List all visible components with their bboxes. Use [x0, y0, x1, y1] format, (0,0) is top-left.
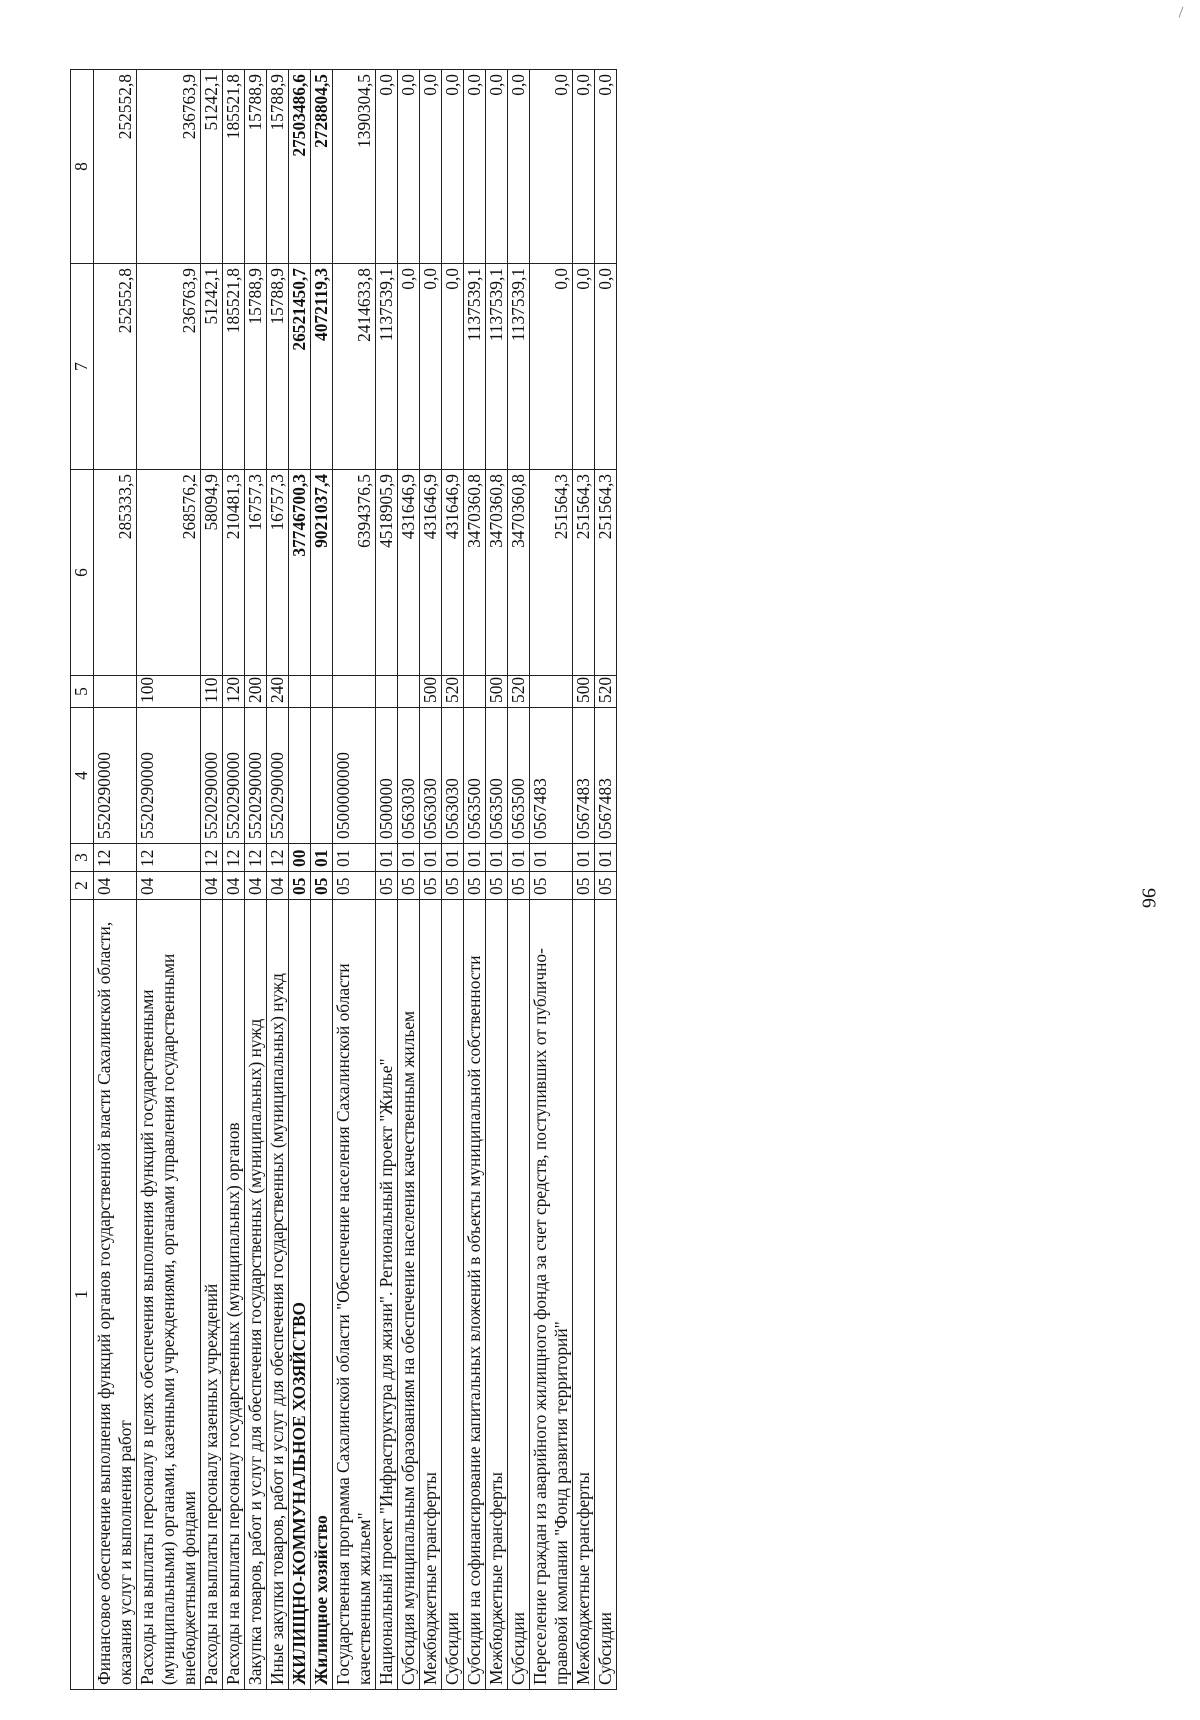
section-code-cell: 05 — [595, 872, 617, 900]
amount-col6-cell: 431646,9 — [398, 470, 420, 676]
expense-type-cell: 520 — [442, 676, 464, 708]
row-name-cell: Межбюджетные трансферты — [573, 900, 595, 1690]
table-row — [333, 70, 376, 1690]
target-article-part-b: 90000 — [245, 752, 265, 796]
column-header: 6 — [71, 470, 94, 676]
column-header: 1 — [71, 900, 94, 1690]
target-article-part-b: 67483 — [573, 778, 593, 822]
amount-col8-cell: 0,0 — [376, 70, 398, 264]
column-header: 5 — [71, 676, 94, 708]
target-article-part-a: 55202 — [245, 795, 265, 839]
target-article-part-a: 05 — [530, 821, 550, 839]
amount-col7-cell: 26521450,7 — [289, 264, 311, 470]
amount-col8-cell: 27503486,6 — [289, 70, 311, 264]
amount-col8-cell: 0,0 — [486, 70, 508, 264]
target-article-cell — [508, 708, 530, 844]
budget-table-container — [70, 70, 1140, 1690]
target-article-part-a: 05 — [376, 821, 396, 839]
subsection-code-cell: 12 — [223, 844, 245, 872]
amount-col7-cell: 0,0 — [420, 264, 442, 470]
table-row — [442, 70, 464, 1690]
target-article-part-a: 05 — [486, 821, 506, 839]
row-name-cell: Субсидии — [595, 900, 617, 1690]
amount-col7-cell: 0,0 — [442, 264, 464, 470]
target-article-part-a: 05 — [464, 821, 484, 839]
target-article-cell — [420, 708, 442, 844]
page-number: 96 — [1137, 888, 1160, 908]
amount-col7-cell: 1137539,1 — [508, 264, 530, 470]
amount-col7-cell: 1137539,1 — [376, 264, 398, 470]
table-row — [508, 70, 530, 1690]
target-article-cell — [376, 708, 398, 844]
amount-col7-cell: 236763,9 — [137, 264, 201, 470]
subsection-code-cell: 01 — [530, 844, 573, 872]
target-article-cell — [245, 708, 267, 844]
amount-col6-cell: 251564,3 — [530, 470, 573, 676]
target-article-cell — [573, 708, 595, 844]
amount-col8-cell: 0,0 — [442, 70, 464, 264]
target-article-part-a: 05 — [420, 821, 440, 839]
amount-col7-cell: 4072119,3 — [311, 264, 333, 470]
section-code-cell: 04 — [94, 872, 137, 900]
expense-type-cell: 200 — [245, 676, 267, 708]
section-code-cell: 04 — [245, 872, 267, 900]
target-article-part-b: 63030 — [398, 778, 418, 822]
amount-col7-cell: 185521,8 — [223, 264, 245, 470]
amount-col7-cell: 2414633,8 — [333, 264, 376, 470]
target-article-cell — [595, 708, 617, 844]
section-code-cell: 05 — [311, 872, 333, 900]
target-article-part-b: 67483 — [595, 778, 615, 822]
expense-type-cell — [398, 676, 420, 708]
target-article-part-b: 63030 — [442, 778, 462, 822]
expense-type-cell — [464, 676, 486, 708]
amount-col6-cell: 37746700,3 — [289, 470, 311, 676]
amount-col7-cell: 1137539,1 — [464, 264, 486, 470]
table-row — [486, 70, 508, 1690]
subsection-code-cell: 00 — [289, 844, 311, 872]
subsection-code-cell: 01 — [333, 844, 376, 872]
amount-col6-cell: 3470360,8 — [464, 470, 486, 676]
row-name-cell: Переселение граждан из аварийного жилищного фонда за счет средств, поступивших от публично-правовой компании "Фонд развития территорий" — [530, 900, 573, 1690]
table-row — [245, 70, 267, 1690]
section-code-cell: 05 — [486, 872, 508, 900]
row-name-cell: Иные закупки товаров, работ и услуг для обеспечения государственных (муниципальных) нужд — [267, 900, 289, 1690]
row-name-cell: Субсидии — [508, 900, 530, 1690]
row-name-cell: Расходы на выплаты персоналу казенных учреждений — [201, 900, 223, 1690]
target-article-part-b: 63500 — [486, 778, 506, 822]
table-row — [530, 70, 573, 1690]
amount-col8-cell: 15788,9 — [267, 70, 289, 264]
expense-type-cell — [311, 676, 333, 708]
amount-col7-cell: 0,0 — [530, 264, 573, 470]
subsection-code-cell: 01 — [508, 844, 530, 872]
amount-col8-cell: 51242,1 — [201, 70, 223, 264]
target-article-cell — [333, 708, 376, 844]
target-article-part-b: 90000 — [94, 752, 114, 796]
amount-col6-cell: 58094,9 — [201, 470, 223, 676]
section-code-cell: 05 — [398, 872, 420, 900]
target-article-cell — [464, 708, 486, 844]
column-header: 3 — [71, 844, 94, 872]
budget-table — [70, 69, 617, 1690]
section-code-cell: 05 — [333, 872, 376, 900]
target-article-cell — [311, 708, 333, 844]
amount-col7-cell: 0,0 — [573, 264, 595, 470]
amount-col7-cell: 1137539,1 — [486, 264, 508, 470]
target-article-cell — [442, 708, 464, 844]
subsection-code-cell: 01 — [398, 844, 420, 872]
subsection-code-cell: 01 — [420, 844, 442, 872]
row-name-cell: Межбюджетные трансферты — [486, 900, 508, 1690]
target-article-part-b: 00000 — [333, 752, 353, 796]
table-row — [376, 70, 398, 1690]
amount-col6-cell: 16757,3 — [267, 470, 289, 676]
amount-col7-cell: 15788,9 — [245, 264, 267, 470]
subsection-code-cell: 01 — [595, 844, 617, 872]
amount-col8-cell: 252552,8 — [94, 70, 137, 264]
table-row — [267, 70, 289, 1690]
amount-col6-cell: 3470360,8 — [486, 470, 508, 676]
expense-type-cell: 500 — [420, 676, 442, 708]
column-header: 4 — [71, 708, 94, 844]
table-row — [398, 70, 420, 1690]
target-article-part-a: 55202 — [137, 795, 157, 839]
subsection-code-cell: 01 — [442, 844, 464, 872]
target-article-part-b: 63500 — [508, 778, 528, 822]
table-row — [201, 70, 223, 1690]
amount-col7-cell: 15788,9 — [267, 264, 289, 470]
target-article-part-b: 90000 — [137, 752, 157, 796]
expense-type-cell: 520 — [595, 676, 617, 708]
target-article-part-b: 63030 — [420, 778, 440, 822]
amount-col6-cell: 285333,5 — [94, 470, 137, 676]
target-article-cell — [94, 708, 137, 844]
header-row — [71, 70, 94, 1690]
target-article-cell — [289, 708, 311, 844]
subsection-code-cell: 01 — [311, 844, 333, 872]
target-article-part-a: 05 — [442, 821, 462, 839]
target-article-part-a: 05 — [573, 821, 593, 839]
column-header: 7 — [71, 264, 94, 470]
table-body — [94, 70, 617, 1690]
expense-type-cell: 500 — [573, 676, 595, 708]
amount-col8-cell: 1390304,5 — [333, 70, 376, 264]
subsection-code-cell: 12 — [94, 844, 137, 872]
target-article-cell — [201, 708, 223, 844]
row-name-cell: Субсидии на софинансирование капитальных вложений в объекты муниципальной собственности — [464, 900, 486, 1690]
section-code-cell: 05 — [508, 872, 530, 900]
amount-col8-cell: 0,0 — [530, 70, 573, 264]
subsection-code-cell: 01 — [573, 844, 595, 872]
target-article-cell — [486, 708, 508, 844]
amount-col6-cell: 210481,3 — [223, 470, 245, 676]
amount-col8-cell: 15788,9 — [245, 70, 267, 264]
target-article-part-b: 00000 — [376, 778, 396, 822]
expense-type-cell: 110 — [201, 676, 223, 708]
table-row — [223, 70, 245, 1690]
target-article-cell — [530, 708, 573, 844]
amount-col7-cell: 252552,8 — [94, 264, 137, 470]
row-name-cell: Расходы на выплаты персоналу в целях обеспечения выполнения функций государственными (муниципальными) органами, казенными учреждениями, органами управления государственными внебюджетными фондами — [137, 900, 201, 1690]
subsection-code-cell: 12 — [201, 844, 223, 872]
row-name-cell: Жилищное хозяйство — [311, 900, 333, 1690]
amount-col8-cell: 185521,8 — [223, 70, 245, 264]
amount-col8-cell: 2728804,5 — [311, 70, 333, 264]
amount-col8-cell: 0,0 — [595, 70, 617, 264]
target-article-part-b: 90000 — [223, 752, 243, 796]
target-article-part-a: 05 — [508, 821, 528, 839]
section-code-cell: 04 — [137, 872, 201, 900]
target-article-part-b: 90000 — [201, 752, 221, 796]
row-name-cell: Финансовое обеспечение выполнения функций органов государственной власти Сахалинской области, оказания услуг и выполнения работ — [94, 900, 137, 1690]
target-article-cell — [267, 708, 289, 844]
amount-col8-cell: 0,0 — [398, 70, 420, 264]
table-row — [94, 70, 137, 1690]
amount-col7-cell: 0,0 — [398, 264, 420, 470]
amount-col6-cell: 9021037,4 — [311, 470, 333, 676]
target-article-part-b: 63500 — [464, 778, 484, 822]
row-name-cell: Национальный проект "Инфраструктура для жизни". Региональный проект "Жилье" — [376, 900, 398, 1690]
subsection-code-cell: 12 — [137, 844, 201, 872]
table-row — [420, 70, 442, 1690]
table-row — [573, 70, 595, 1690]
amount-col8-cell: 0,0 — [508, 70, 530, 264]
target-article-part-a: 55202 — [267, 795, 287, 839]
expense-type-cell — [530, 676, 573, 708]
subsection-code-cell: 01 — [464, 844, 486, 872]
section-code-cell: 05 — [376, 872, 398, 900]
row-name-cell: Закупка товаров, работ и услуг для обеспечения государственных (муниципальных) нужд — [245, 900, 267, 1690]
amount-col6-cell: 4518905,9 — [376, 470, 398, 676]
amount-col6-cell: 268576,2 — [137, 470, 201, 676]
section-code-cell: 04 — [267, 872, 289, 900]
table-row — [137, 70, 201, 1690]
amount-col8-cell: 236763,9 — [137, 70, 201, 264]
target-article-part-a: 55202 — [201, 795, 221, 839]
amount-col7-cell: 0,0 — [595, 264, 617, 470]
target-article-part-a: 05000 — [333, 795, 353, 839]
amount-col6-cell: 431646,9 — [442, 470, 464, 676]
column-header: 8 — [71, 70, 94, 264]
expense-type-cell — [376, 676, 398, 708]
row-name-cell: Расходы на выплаты персоналу государственных (муниципальных) органов — [223, 900, 245, 1690]
target-article-cell — [137, 708, 201, 844]
row-name-cell: Государственная программа Сахалинской области "Обеспечение населения Сахалинской области качественным жильем" — [333, 900, 376, 1690]
table-row — [464, 70, 486, 1690]
amount-col6-cell: 3470360,8 — [508, 470, 530, 676]
subsection-code-cell: 12 — [245, 844, 267, 872]
target-article-cell — [398, 708, 420, 844]
expense-type-cell — [289, 676, 311, 708]
amount-col7-cell: 51242,1 — [201, 264, 223, 470]
amount-col6-cell: 6394376,5 — [333, 470, 376, 676]
subsection-code-cell: 01 — [376, 844, 398, 872]
section-code-cell: 04 — [201, 872, 223, 900]
section-code-cell: 05 — [573, 872, 595, 900]
target-article-part-b: 67483 — [530, 778, 550, 822]
section-code-cell: 05 — [420, 872, 442, 900]
section-code-cell: 04 — [223, 872, 245, 900]
amount-col8-cell: 0,0 — [573, 70, 595, 264]
amount-col8-cell: 0,0 — [464, 70, 486, 264]
subsection-code-cell: 12 — [267, 844, 289, 872]
expense-type-cell: 240 — [267, 676, 289, 708]
expense-type-cell: 100 — [137, 676, 201, 708]
expense-type-cell: 120 — [223, 676, 245, 708]
target-article-part-a: 05 — [398, 821, 418, 839]
amount-col6-cell: 431646,9 — [420, 470, 442, 676]
section-code-cell: 05 — [530, 872, 573, 900]
amount-col6-cell: 251564,3 — [573, 470, 595, 676]
amount-col6-cell: 16757,3 — [245, 470, 267, 676]
expense-type-cell — [333, 676, 376, 708]
amount-col6-cell: 251564,3 — [595, 470, 617, 676]
table-row — [289, 70, 311, 1690]
subsection-code-cell: 01 — [486, 844, 508, 872]
target-article-part-b: 90000 — [267, 752, 287, 796]
row-name-cell: Межбюджетные трансферты — [420, 900, 442, 1690]
scan-mark: \ — [1172, 4, 1188, 21]
section-code-cell: 05 — [289, 872, 311, 900]
row-name-cell: ЖИЛИЩНО-КОММУНАЛЬНОЕ ХОЗЯЙСТВО — [289, 900, 311, 1690]
table-row — [595, 70, 617, 1690]
expense-type-cell — [94, 676, 137, 708]
column-header: 2 — [71, 872, 94, 900]
section-code-cell: 05 — [464, 872, 486, 900]
expense-type-cell: 500 — [486, 676, 508, 708]
row-name-cell: Субсидия муниципальным образованиям на обеспечение населения качественным жильем — [398, 900, 420, 1690]
row-name-cell: Субсидии — [442, 900, 464, 1690]
expense-type-cell: 520 — [508, 676, 530, 708]
target-article-cell — [223, 708, 245, 844]
section-code-cell: 05 — [442, 872, 464, 900]
target-article-part-a: 55202 — [94, 795, 114, 839]
amount-col8-cell: 0,0 — [420, 70, 442, 264]
target-article-part-a: 05 — [595, 821, 615, 839]
table-row — [311, 70, 333, 1690]
target-article-part-a: 55202 — [223, 795, 243, 839]
